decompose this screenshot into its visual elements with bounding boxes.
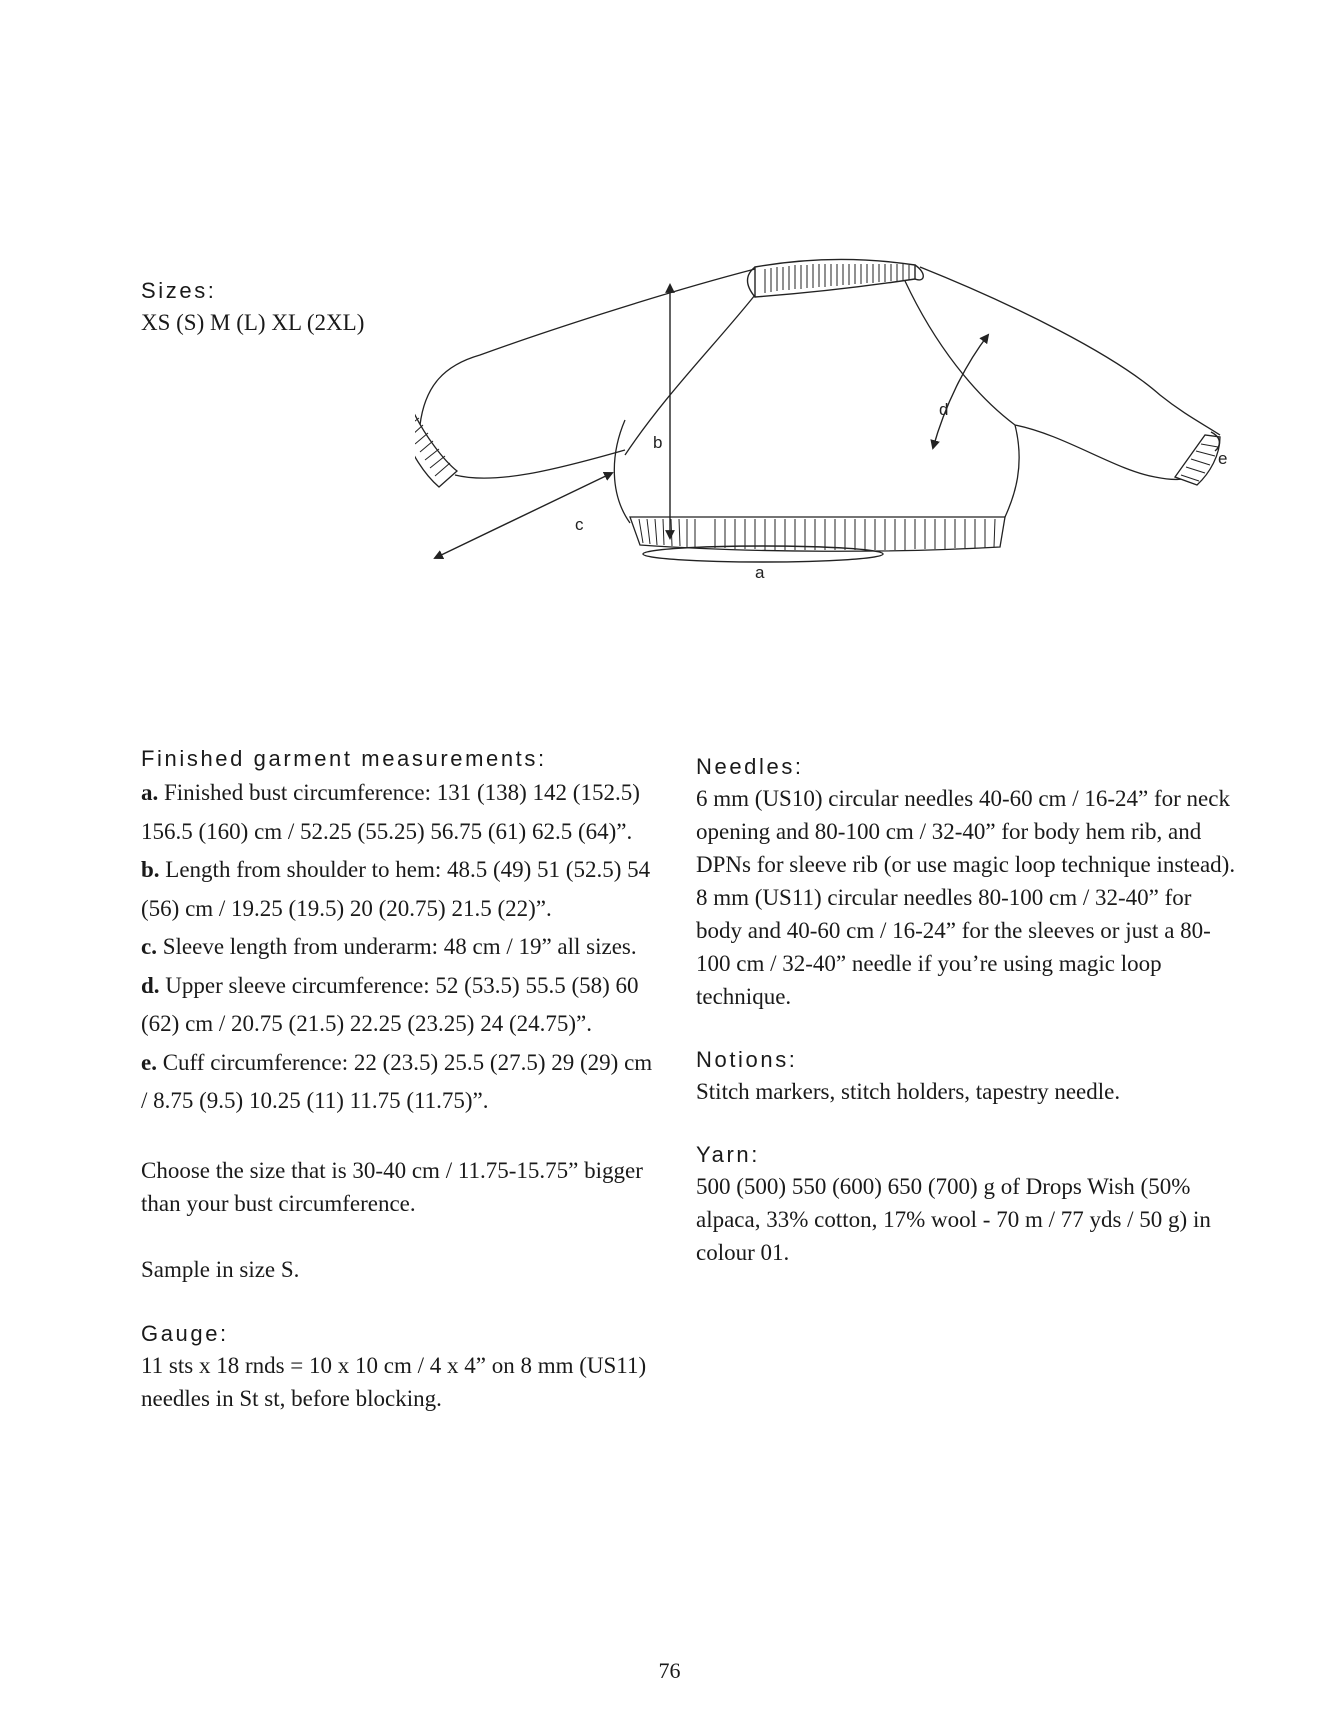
label-c: c xyxy=(575,515,584,534)
left-cuff xyxy=(415,415,457,487)
sizes-section xyxy=(141,276,441,339)
measurement-item: a. Finished bust circumference: 131 (138) 142 (152.5) 156.5 (160) cm / 52.25 (55.25) 56.75 (61) 62.5 (64)”. xyxy=(141,780,640,844)
label-b: b xyxy=(653,433,663,452)
measurement-item: e. Cuff circumference: 22 (23.5) 25.5 (27.5) 29 (29) cm / 8.75 (9.5) 10.25 (11) 11.75 (11.75)”. xyxy=(141,1049,653,1113)
measurements-list xyxy=(141,774,661,1121)
arrow-c xyxy=(435,473,612,558)
left-column xyxy=(141,744,661,1415)
sample-size-text: Sample in size S. xyxy=(141,1256,300,1282)
measurement-item: b. Length from shoulder to hem: 48.5 (49) 51 (52.5) 54 (56) cm / 19.25 (19.5) 20 (20.75) 21.5 (22)”. xyxy=(141,857,651,921)
measurement-item: c. Sleeve length from underarm: 48 cm / 19” all sizes. xyxy=(141,934,637,959)
page-number: 76 xyxy=(658,1658,681,1683)
notions-text: Stitch markers, stitch holders, tapestry needle. xyxy=(696,1079,1121,1104)
measurement-item: d. Upper sleeve circumference: 52 (53.5) 55.5 (58) 60 (62) cm / 20.75 (21.5) 22.25 (23.25) 24 (24.75)”. xyxy=(141,972,639,1036)
needles-text-1: 6 mm (US10) circular needles 40-60 cm / 16-24” for neck opening and 80-100 cm / 32-40” for body hem rib, and DPNs for sleeve rib (or use magic loop technique instead). xyxy=(696,786,1236,877)
label-e: e xyxy=(1218,449,1228,468)
gauge-heading: Gauge: xyxy=(141,1320,229,1346)
sizes-heading: Sizes: xyxy=(141,278,217,303)
yarn-text: 500 (500) 550 (600) 650 (700) g of Drops Wish (50% alpaca, 33% cotton, 17% wool - 70 m / 77 yds / 50 g) in colour 01. xyxy=(696,1174,1211,1265)
hem-rib xyxy=(630,517,1005,551)
choose-size-text: Choose the size that is 30-40 cm / 11.75-15.75” bigger than your bust circumference. xyxy=(141,1157,643,1216)
label-a: a xyxy=(755,563,765,582)
measurements-heading: Finished garment measurements: xyxy=(141,746,547,771)
arrow-d xyxy=(933,335,988,448)
needles-text-2: 8 mm (US11) circular needles 80-100 cm / 32-40” for body and 40-60 cm / 16-24” for the sleeves or just a 80-100 cm / 32-40” needle if you’re using magic loop technique. xyxy=(696,885,1211,1009)
right-cuff xyxy=(1175,435,1220,485)
sweater-schematic xyxy=(415,255,1240,650)
right-column xyxy=(696,752,1236,1269)
label-d: d xyxy=(939,400,949,419)
notions-heading: Notions: xyxy=(696,1047,798,1072)
neckband xyxy=(748,259,924,297)
needles-heading: Needles: xyxy=(696,754,804,779)
gauge-text: 11 sts x 18 rnds = 10 x 10 cm / 4 x 4” on 8 mm (US11) needles in St st, before blocking. xyxy=(141,1352,647,1411)
yarn-heading: Yarn: xyxy=(696,1142,760,1167)
sizes-values: XS (S) M (L) XL (2XL) xyxy=(141,310,365,335)
body-outline xyxy=(420,267,1220,523)
